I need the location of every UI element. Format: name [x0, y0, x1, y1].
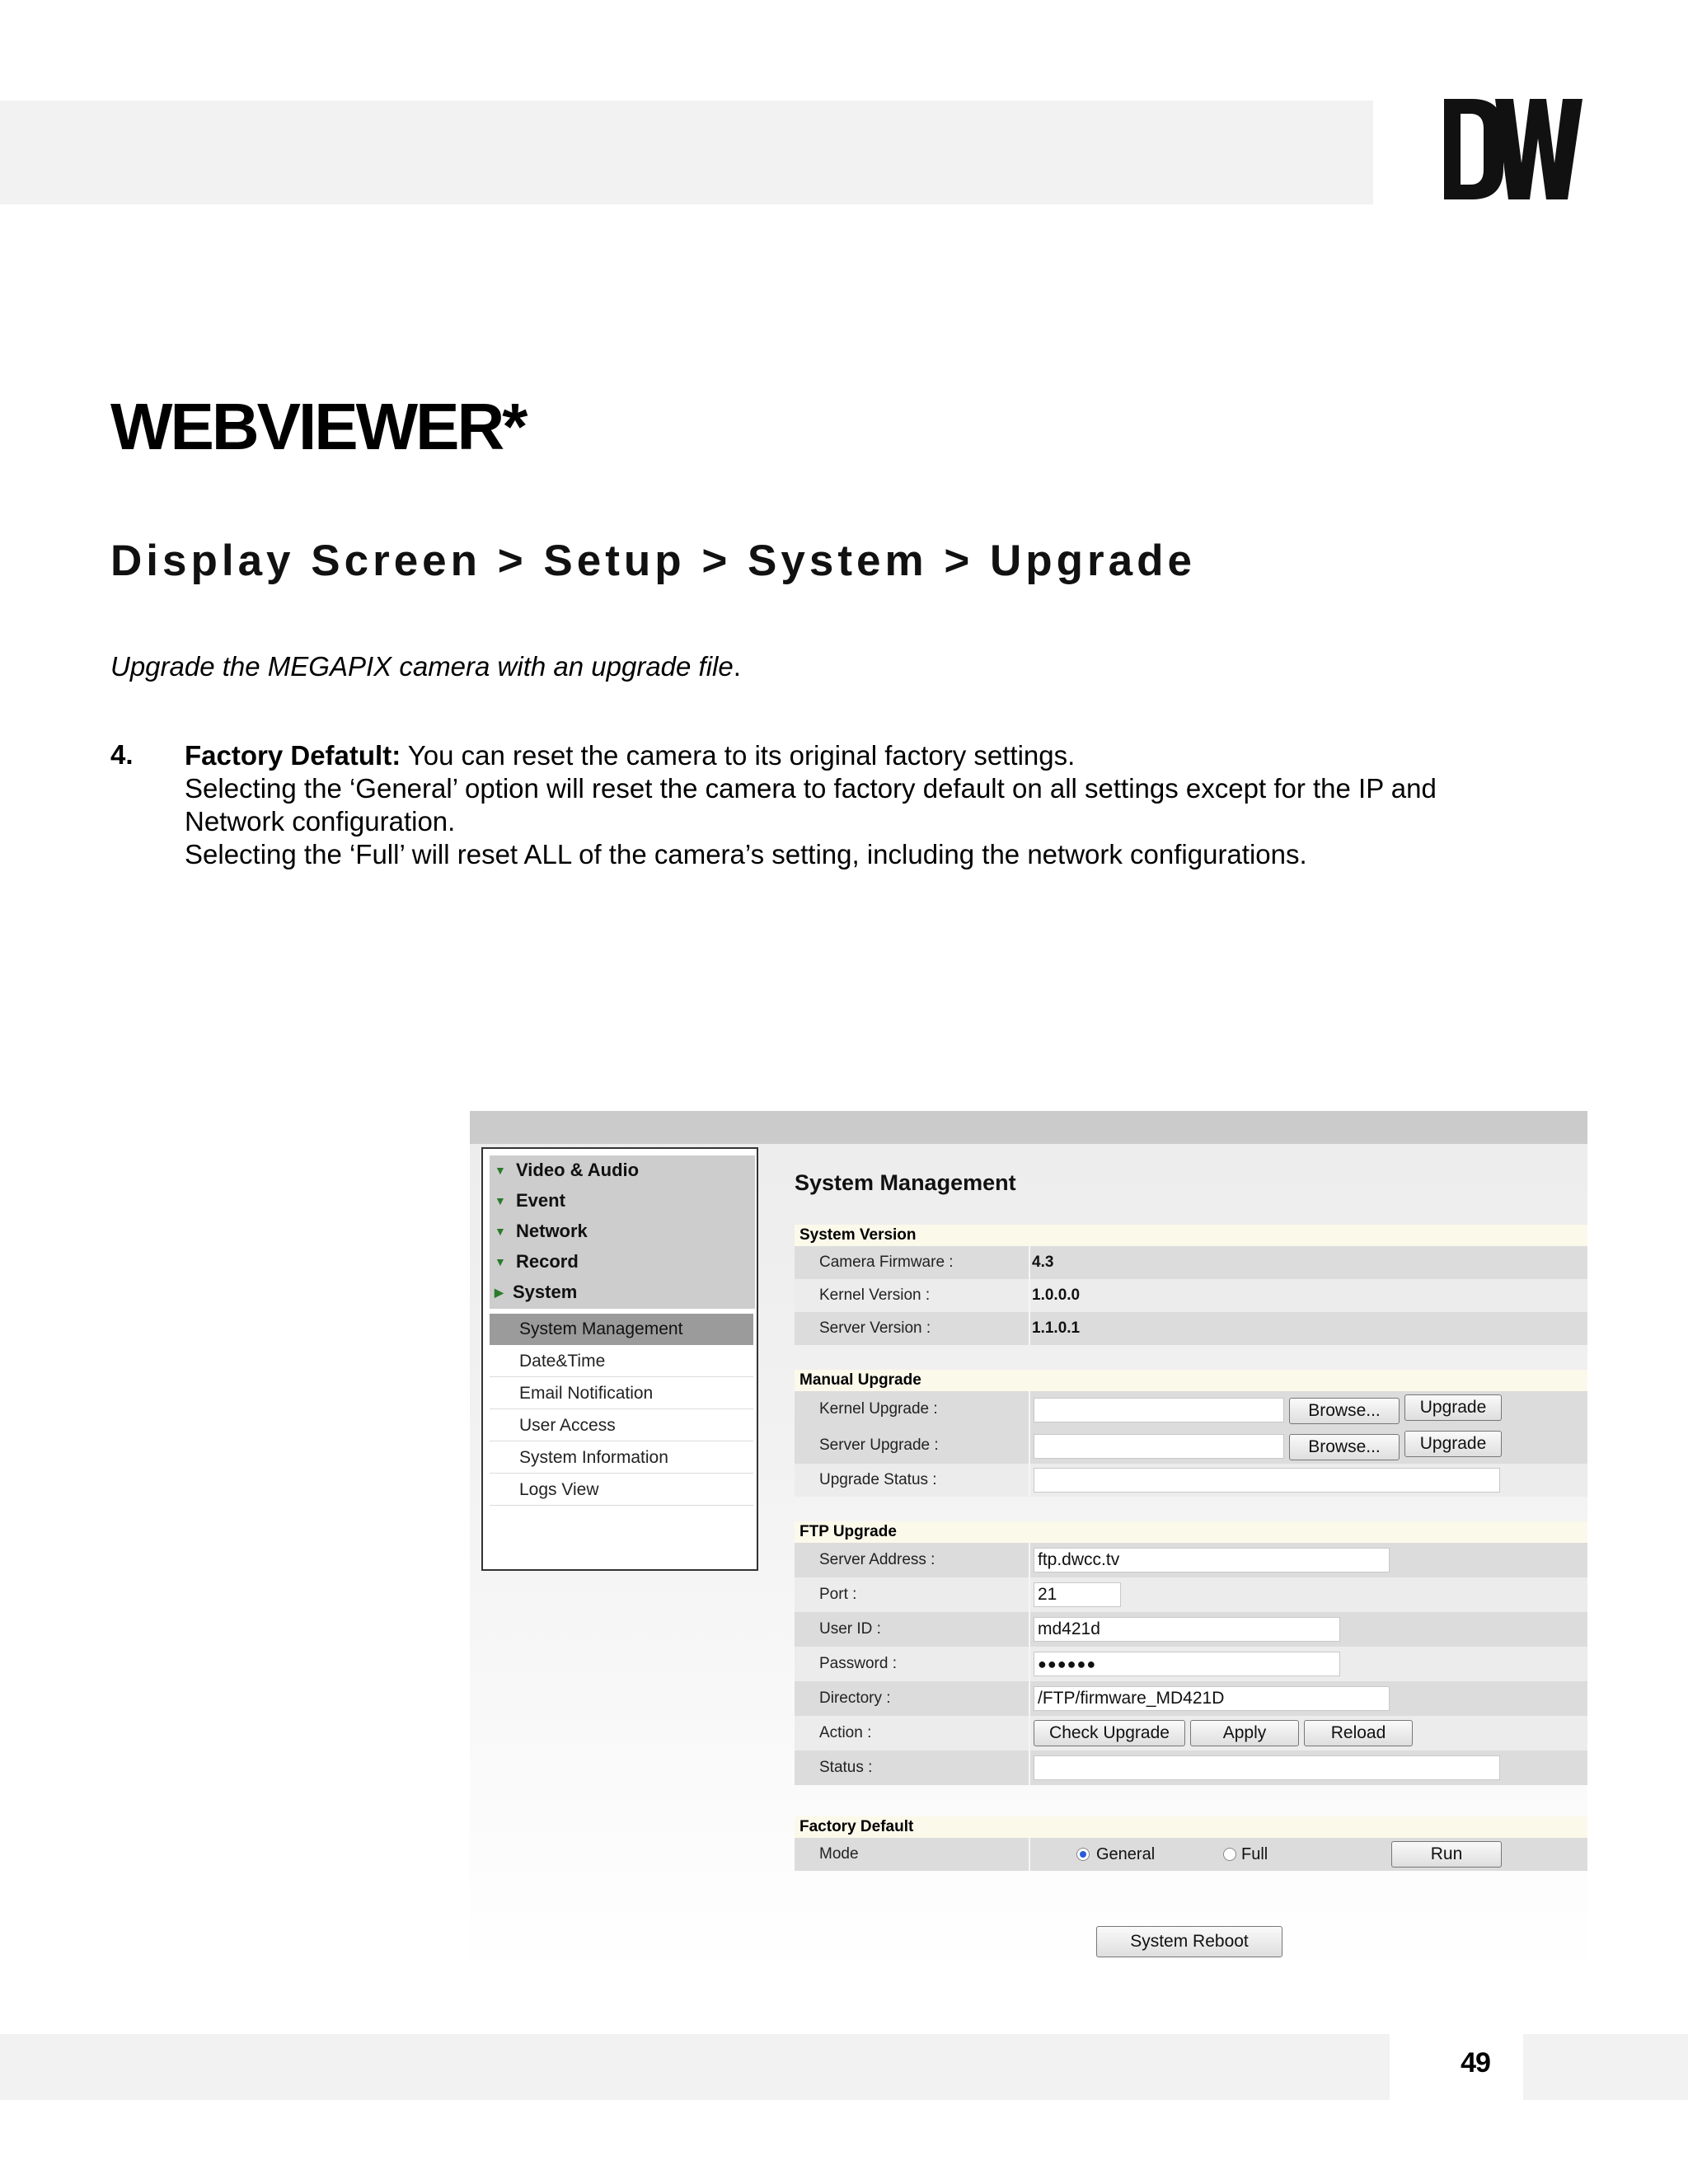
row-label: Camera Firmware :: [819, 1254, 954, 1271]
server-address-input[interactable]: ftp.dwcc.tv: [1034, 1548, 1390, 1572]
section-system-version: System Version: [795, 1225, 1587, 1246]
row-value: 1.1.0.1: [1032, 1319, 1081, 1337]
page-title: WEBVIEWER*: [110, 390, 526, 463]
expand-arrow-icon: ▼: [495, 1164, 506, 1177]
nav-item-label: Email Notification: [519, 1384, 654, 1403]
item-line-2: Selecting the ‘General’ option will reset the camera to factory default on all settings except for the IP and Network configuration.: [185, 773, 1437, 837]
expand-arrow-icon: ▼: [495, 1225, 506, 1238]
kernel-browse-button[interactable]: Browse...: [1289, 1398, 1400, 1424]
nav-group-label: Network: [516, 1221, 588, 1241]
row-label: Status :: [819, 1759, 873, 1776]
item-line-1: [185, 739, 1503, 772]
row-label: Action :: [819, 1724, 872, 1741]
nav-item-user-access[interactable]: [490, 1410, 753, 1441]
nav-item-system-management[interactable]: [490, 1314, 753, 1345]
item-body: [185, 739, 1503, 871]
ftp-status-field: [1034, 1755, 1500, 1780]
footer-band: [0, 2034, 1390, 2100]
row-value: 1.0.0.0: [1032, 1286, 1081, 1304]
nav-item-date-time[interactable]: [490, 1346, 753, 1377]
nav-groups: [490, 1155, 755, 1309]
server-browse-button[interactable]: Browse...: [1289, 1434, 1400, 1460]
footer-band-right: [1523, 2034, 1688, 2100]
kernel-upgrade-button[interactable]: Upgrade: [1404, 1394, 1502, 1421]
row-label: Upgrade Status :: [819, 1471, 937, 1488]
intro-end: .: [733, 651, 741, 682]
radio-general-label: General: [1096, 1845, 1156, 1863]
nav-group-network[interactable]: [490, 1216, 755, 1246]
nav-item-logs-view[interactable]: [490, 1474, 753, 1506]
content-title: System Management: [795, 1170, 1016, 1195]
nav-group-label: System: [513, 1282, 578, 1302]
item-lead: Factory Defatult:: [185, 740, 401, 771]
nav-group-event[interactable]: [490, 1186, 755, 1216]
row-camera-firmware: [795, 1246, 1587, 1279]
nav-group-video-audio[interactable]: [490, 1155, 755, 1185]
user-id-input[interactable]: md421d: [1034, 1617, 1340, 1642]
expand-arrow-icon: ▼: [495, 1255, 506, 1268]
intro-text: [110, 651, 741, 682]
nav-item-label: System Information: [519, 1448, 668, 1467]
server-upgrade-button[interactable]: Upgrade: [1404, 1431, 1502, 1457]
directory-input[interactable]: /FTP/firmware_MD421D: [1034, 1686, 1390, 1711]
row-ftp-status: [795, 1750, 1587, 1785]
row-label: Kernel Upgrade :: [819, 1400, 938, 1418]
system-reboot-button[interactable]: System Reboot: [1096, 1926, 1282, 1957]
radio-full[interactable]: [1223, 1848, 1236, 1861]
row-directory: [795, 1681, 1587, 1716]
row-label: Directory :: [819, 1690, 891, 1707]
dw-logo: [1444, 99, 1596, 199]
nav-item-email-notification[interactable]: [490, 1378, 753, 1409]
nav-item-label: Date&Time: [519, 1352, 606, 1371]
row-value: 4.3: [1032, 1254, 1054, 1271]
row-server-upgrade: [795, 1427, 1587, 1464]
row-server-version: [795, 1312, 1587, 1345]
item-number: 4.: [110, 739, 134, 770]
reload-button[interactable]: Reload: [1304, 1720, 1413, 1746]
kernel-file-field[interactable]: [1034, 1398, 1284, 1422]
row-label: Server Upgrade :: [819, 1436, 939, 1454]
upgrade-status-field: [1034, 1468, 1500, 1493]
section-ftp-upgrade: FTP Upgrade: [795, 1521, 1587, 1543]
expand-arrow-icon: ▼: [495, 1194, 506, 1207]
nav-group-label: Event: [516, 1190, 565, 1211]
nav-item-label: User Access: [519, 1416, 616, 1435]
row-label: Password :: [819, 1655, 897, 1672]
nav-item-label: System Management: [519, 1319, 683, 1338]
server-file-field[interactable]: [1034, 1434, 1284, 1459]
radio-full-label: Full: [1241, 1845, 1268, 1863]
row-action: [795, 1716, 1587, 1750]
breadcrumb: Display Screen > Setup > System > Upgrade: [110, 537, 1196, 585]
check-upgrade-button[interactable]: Check Upgrade: [1034, 1720, 1185, 1746]
password-input[interactable]: ●●●●●●: [1034, 1652, 1340, 1676]
section-manual-upgrade: Manual Upgrade: [795, 1370, 1587, 1391]
item-line-3: Selecting the ‘Full’ will reset ALL of the camera’s setting, including the network configurations.: [185, 839, 1307, 869]
screenshot-top-bar: [470, 1111, 1587, 1144]
nav-group-system[interactable]: [490, 1277, 755, 1307]
collapse-arrow-icon: ▶: [495, 1286, 504, 1299]
port-input[interactable]: 21: [1034, 1582, 1121, 1607]
section-factory-default: Factory Default: [795, 1816, 1587, 1838]
row-user-id: [795, 1612, 1587, 1647]
header-band: [0, 101, 1373, 204]
item-line1-text: You can reset the camera to its original factory settings.: [401, 740, 1076, 771]
radio-general[interactable]: [1076, 1848, 1090, 1861]
apply-button[interactable]: Apply: [1190, 1720, 1299, 1746]
row-label: Mode: [819, 1845, 859, 1863]
nav-group-label: Video & Audio: [516, 1160, 640, 1180]
row-kernel-upgrade: [795, 1391, 1587, 1427]
row-mode: [795, 1838, 1587, 1871]
row-server-address: [795, 1543, 1587, 1577]
row-label: Server Version :: [819, 1319, 931, 1337]
intro-sentence: Upgrade the MEGAPIX camera with an upgrade file: [110, 651, 734, 682]
row-label: Kernel Version :: [819, 1286, 931, 1304]
row-label: Port :: [819, 1586, 857, 1603]
nav-item-label: Logs View: [519, 1480, 599, 1499]
setup-nav-panel: [481, 1147, 758, 1571]
row-port: [795, 1577, 1587, 1612]
nav-group-label: Record: [516, 1251, 579, 1272]
row-label: User ID :: [819, 1620, 881, 1638]
nav-group-record[interactable]: [490, 1247, 755, 1277]
row-upgrade-status: [795, 1464, 1587, 1497]
webviewer-screenshot: [470, 1111, 1587, 1976]
row-password: [795, 1647, 1587, 1681]
page-number: 49: [1461, 2047, 1490, 2079]
nav-item-system-information[interactable]: [490, 1442, 753, 1474]
run-button[interactable]: Run: [1391, 1841, 1502, 1868]
row-kernel-version: [795, 1279, 1587, 1312]
row-label: Server Address :: [819, 1551, 935, 1568]
